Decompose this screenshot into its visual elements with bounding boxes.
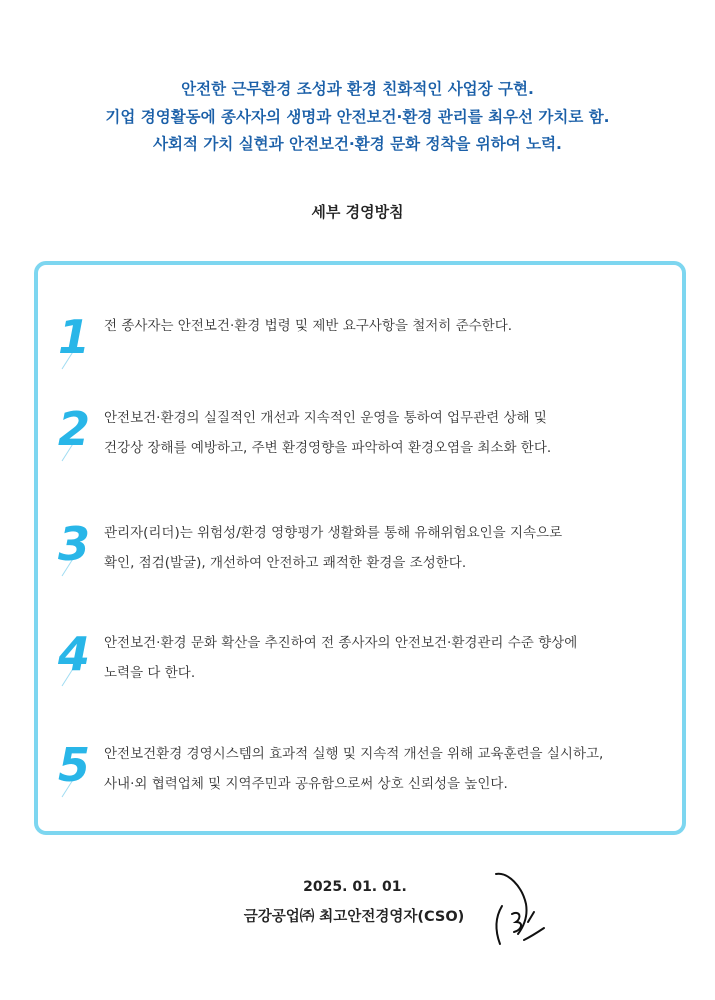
number-4-icon (56, 624, 100, 690)
policy-4-line-2: 노력을 다 한다. (104, 665, 196, 681)
section-title: 세부 경영방침 (311, 203, 404, 221)
policy-1-text (104, 311, 674, 341)
number-4-glyph: 4 (58, 627, 91, 681)
policy-3-line-1: 관리자(리더)는 위험성/환경 영향평가 생활화를 통해 유해위험요인을 지속으로 (104, 525, 563, 541)
handwritten-signature-icon (488, 864, 548, 952)
number-3-icon (56, 514, 100, 580)
intro-line-3: 사회적 가치 실현과 안전보건·환경 문화 정착을 위하여 노력. (153, 135, 562, 153)
signature-date: 2025. 01. 01. (303, 879, 407, 895)
policy-5-line-2: 사내·외 협력업체 및 지역주민과 공유함으로써 상호 신뢰성을 높인다. (104, 776, 508, 792)
number-2-glyph: 2 (58, 402, 91, 456)
policy-4-line-1: 안전보건·환경 문화 확산을 추진하여 전 종사자의 안전보건·환경관리 수준 향상에 (104, 635, 578, 651)
signatory-name: 금강공업㈜ 최고안전경영자(CSO) (243, 909, 465, 925)
policy-1-line-1: 전 종사자는 안전보건·환경 법령 및 제반 요구사항을 철저히 준수한다. (104, 318, 513, 334)
intro-statement (0, 76, 715, 159)
policy-box (34, 261, 686, 835)
policy-2-text (104, 403, 674, 463)
policy-4-text (104, 628, 674, 688)
number-3-glyph: 3 (58, 517, 91, 571)
policy-3-text (104, 518, 674, 578)
number-1-icon (56, 307, 100, 373)
number-5-icon (56, 735, 100, 801)
policy-5-line-1: 안전보건환경 경영시스템의 효과적 실행 및 지속적 개선을 위해 교육훈련을 실시하고, (104, 746, 604, 762)
policy-2-line-2: 건강상 장해를 예방하고, 주변 환경영향을 파악하여 환경오염을 최소화 한다. (104, 440, 552, 456)
policy-2-line-1: 안전보건·환경의 실질적인 개선과 지속적인 운영을 통하여 업무관련 상해 및 (104, 410, 547, 426)
number-2-icon (56, 399, 100, 465)
number-1-glyph: 1 (58, 310, 91, 364)
intro-line-1: 안전한 근무환경 조성과 환경 친화적인 사업장 구현. (181, 80, 534, 98)
policy-3-line-2: 확인, 점검(발굴), 개선하여 안전하고 쾌적한 환경을 조성한다. (104, 555, 467, 571)
number-5-glyph: 5 (58, 738, 91, 792)
intro-line-2: 기업 경영활동에 종사자의 생명과 안전보건·환경 관리를 최우선 가치로 함. (105, 107, 610, 126)
policy-5-text (104, 739, 674, 799)
